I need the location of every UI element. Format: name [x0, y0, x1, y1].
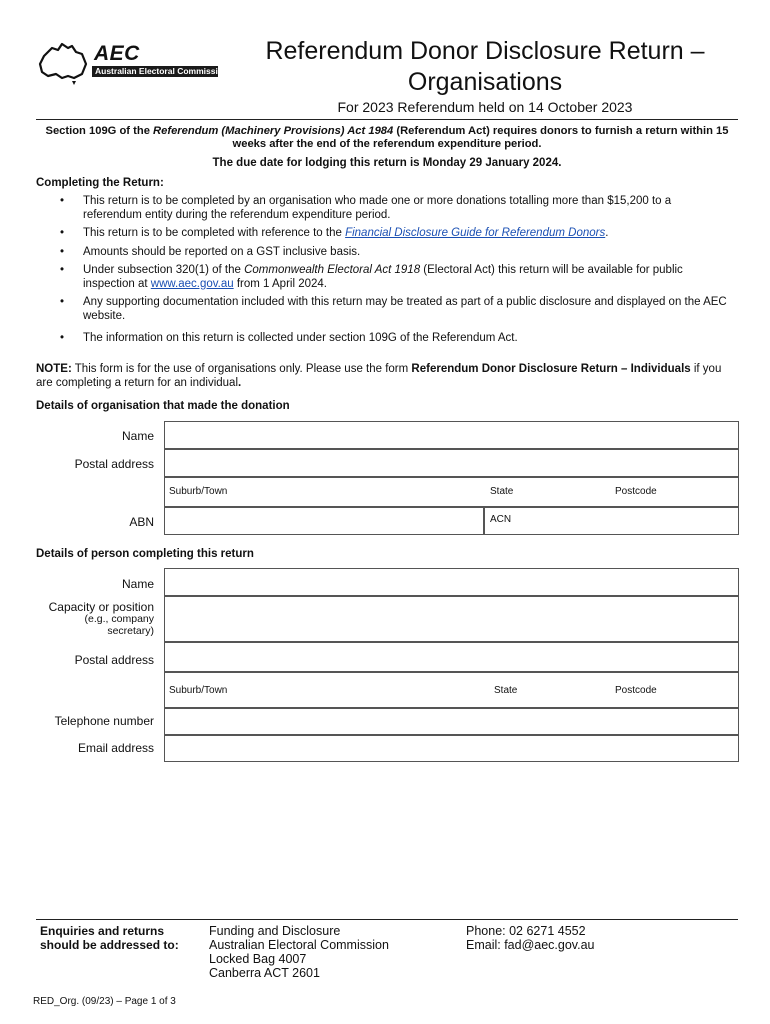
note-text: [36, 362, 736, 390]
org-postal-label: Postal address: [74, 457, 154, 471]
individuals-form-name: Referendum Donor Disclosure Return – Individuals: [411, 363, 691, 375]
bullet-symbol: •: [60, 296, 65, 308]
bullet-symbol: •: [60, 332, 65, 344]
enquiries-line-1: Enquiries and returns: [40, 924, 165, 938]
bullet-symbol: •: [60, 264, 65, 276]
completing-heading: Completing the Return:: [36, 177, 164, 189]
act-name: Referendum (Machinery Provisions) Act 1984: [153, 125, 394, 137]
bullet-text: Amounts should be reported on a GST inclusive basis.: [83, 246, 361, 258]
person-section-heading: Details of person completing this return: [36, 548, 254, 560]
list-item: [60, 194, 730, 222]
org-name-label: Name: [121, 429, 154, 443]
capacity-input[interactable]: [164, 596, 739, 642]
org-section-heading: Details of organisation that made the donation: [36, 400, 290, 412]
person-suburb-row[interactable]: [164, 672, 739, 708]
note-label: NOTE:: [36, 363, 72, 375]
title-line-2: Organisations: [407, 68, 563, 96]
address-line-1: Funding and Disclosure: [209, 924, 341, 938]
electoral-act-name: Commonwealth Electoral Act 1918: [244, 264, 421, 276]
person-name-label: Name: [121, 577, 154, 591]
capacity-hint-2: secretary): [107, 625, 154, 637]
contact-phone: Phone: 02 6271 4552: [466, 924, 586, 938]
bullet-text: This return is to be completed by an organisation who made one or more donations totalling more than $15,200 to a referendum entity during the referendum expenditure period.: [83, 195, 672, 221]
aec-logo: [38, 40, 229, 88]
acn-label: ACN: [490, 514, 512, 525]
bullet-symbol: •: [60, 246, 65, 258]
org-postal-address-input[interactable]: [164, 449, 739, 477]
capacity-hint-1: (e.g., company: [84, 613, 154, 625]
org-state-label: State: [490, 486, 514, 497]
page-subtitle: For 2023 Referendum held on 14 October 2023: [337, 99, 633, 115]
acn-field[interactable]: [484, 507, 739, 535]
bullet-text: This return is to be completed with reference to the: [83, 227, 346, 239]
bullet-text: Any supporting documentation included with this return may be treated as part of a public disclosure and displayed on the AEC website.: [83, 296, 727, 322]
person-postal-label: Postal address: [74, 653, 154, 667]
telephone-label: Telephone number: [54, 714, 154, 728]
capacity-label-group: [36, 601, 154, 637]
note-body-end: if you are completing a return for an individual: [36, 363, 722, 389]
contact-email: Email: fad@aec.gov.au: [466, 938, 595, 952]
bullet-text-end: from 1 April 2024.: [233, 278, 327, 290]
logo-org-text: Australian Electoral Commission: [92, 66, 218, 77]
org-postcode-label: Postcode: [615, 486, 657, 497]
form-code: RED_Org. (09/23) – Page 1 of 3: [33, 996, 176, 1007]
org-name-input[interactable]: [164, 421, 739, 449]
address-line-2: Australian Electoral Commission: [209, 938, 389, 952]
abn-label: ABN: [129, 515, 154, 529]
email-label: Email address: [77, 741, 154, 755]
page-title: [240, 36, 730, 98]
bullet-text: The information on this return is collected under section 109G of the Referendum Act.: [83, 332, 518, 344]
person-state-label: State: [494, 685, 518, 696]
capacity-label: Capacity or position: [48, 600, 154, 614]
enquiries-address: [209, 924, 389, 980]
bullet-text-mid: (Electoral Act) this return will be available for public inspection at: [83, 264, 683, 290]
aec-website-link[interactable]: www.aec.gov.au: [150, 278, 234, 290]
logo-aec-text: AEC: [94, 42, 140, 65]
email-input[interactable]: [164, 735, 739, 762]
address-line-3: Locked Bag 4007: [209, 952, 307, 966]
org-suburb-label: Suburb/Town: [169, 486, 228, 497]
telephone-input[interactable]: [164, 708, 739, 735]
address-line-4: Canberra ACT 2601: [209, 966, 320, 980]
bullet-symbol: •: [60, 227, 65, 239]
person-name-input[interactable]: [164, 568, 739, 596]
financial-guide-link[interactable]: Financial Disclosure Guide for Referendum Donors: [345, 227, 606, 239]
enquiries-line-2: should be addressed to:: [40, 938, 179, 952]
due-date-notice: The due date for lodging this return is Monday 29 January 2024.: [212, 157, 562, 169]
note-body: This form is for the use of organisations only. Please use the form: [71, 363, 412, 375]
bullet-text-end: .: [605, 227, 609, 239]
enquiries-label: [40, 924, 179, 952]
person-suburb-label: Suburb/Town: [169, 685, 228, 696]
header-divider: [36, 119, 738, 120]
person-postcode-label: Postcode: [615, 685, 657, 696]
section-prefix: Section 109G of the: [45, 125, 154, 137]
org-suburb-row[interactable]: [164, 477, 739, 507]
title-line-1: Referendum Donor Disclosure Return –: [265, 37, 705, 65]
section-suffix: (Referendum Act) requires donors to furnish a return within 15 weeks after the end of the referendum expenditure period.: [232, 125, 729, 150]
australia-map-icon: [38, 42, 90, 86]
note-period: .: [238, 377, 242, 389]
enquiries-contact: [466, 924, 595, 952]
bullet-text: Under subsection 320(1) of the: [83, 264, 245, 276]
abn-input[interactable]: [164, 507, 484, 535]
footer-divider: [36, 919, 738, 920]
section-notice: [36, 125, 738, 151]
person-postal-address-input[interactable]: [164, 642, 739, 672]
bullet-symbol: •: [60, 195, 65, 207]
